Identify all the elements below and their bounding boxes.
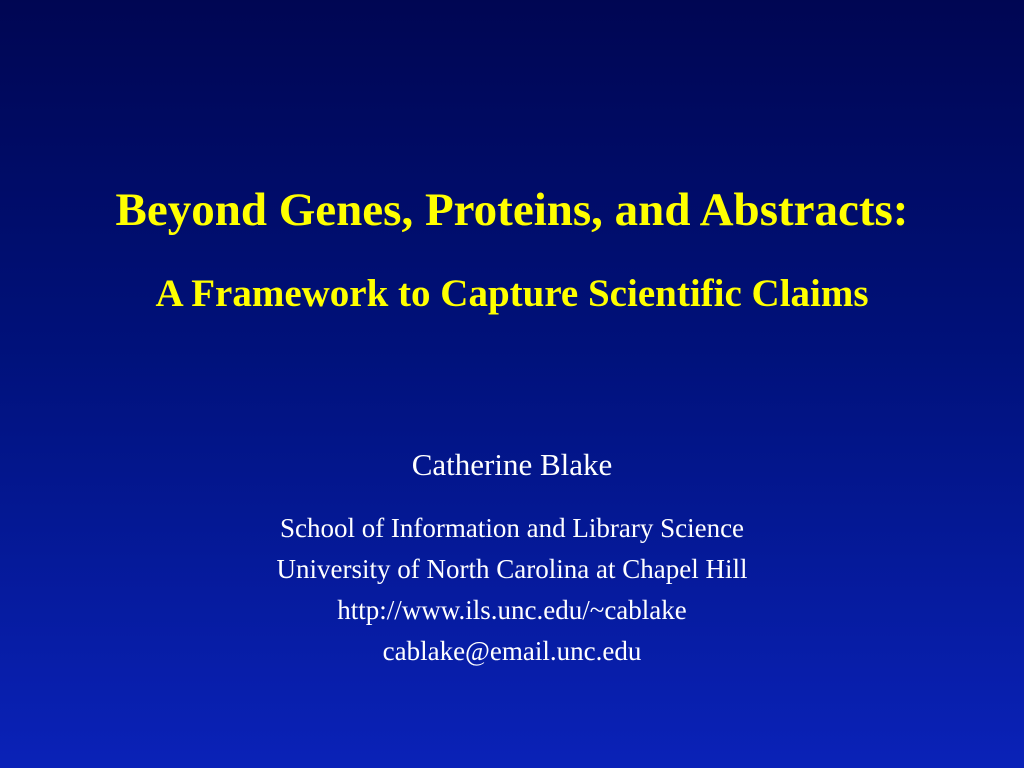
email-address: cablake@email.unc.edu [382,636,642,666]
slide-title: Beyond Genes, Proteins, and Abstracts: [115,184,909,236]
slide-subtitle: A Framework to Capture Scientific Claims [155,272,869,315]
school-name: School of Information and Library Science [279,513,745,543]
author-name: Catherine Blake [411,447,613,482]
university-name: University of North Carolina at Chapel Hill [276,554,748,584]
affiliation-block [0,508,1024,672]
website-url: http://www.ils.unc.edu/~cablake [337,595,687,625]
